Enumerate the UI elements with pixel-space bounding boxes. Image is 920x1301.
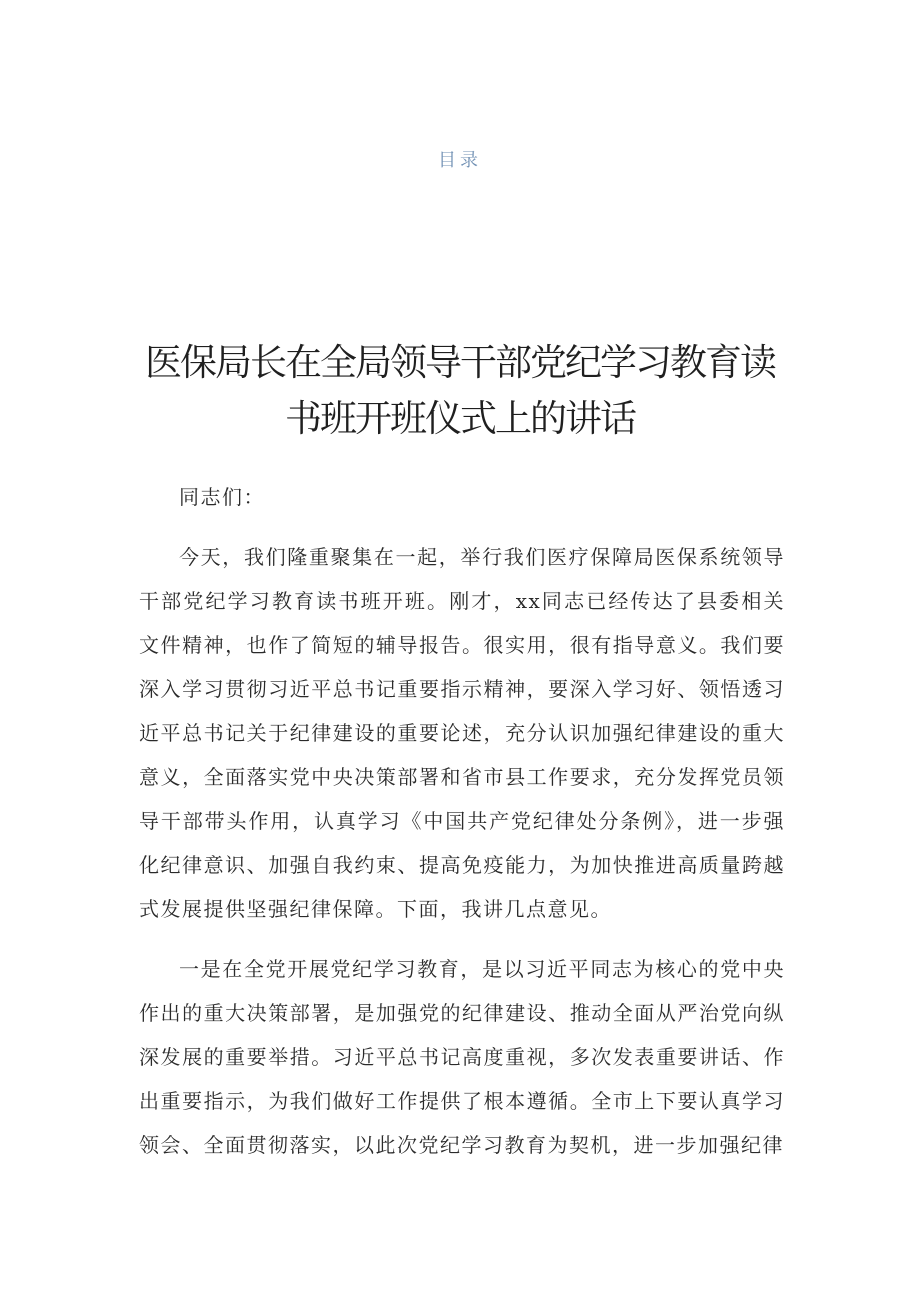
paragraph: 今天，我们隆重聚集在一起，举行我们医疗保障局医保系统领导干部党纪学习教育读书班开班。刚才，xx同志已经传达了县委相关文件精神，也作了简短的辅导报告。很实用，很有指导意义。我们要深入学习贯彻习近平总书记重要指示精神，要深入学习好、领悟透习近平总书记关于纪律建设的重要论述，充分认识加强纪律建设的重大意义，全面落实党中央决策部署和省市县工作要求，充分发挥党员领导干部带头作用，认真学习《中国共产党纪律处分条例》，进一步强化纪律意识、加强自我约束、提高免疫能力，为加快推进高质量跨越式发展提供坚强纪律保障。下面，我讲几点意见。: [139, 545, 785, 921]
greeting: 同志们：: [179, 485, 265, 509]
toc-label[interactable]: 目录: [438, 150, 482, 171]
document-body: [139, 475, 785, 1169]
document-title: 医保局长在全局领导干部党纪学习教育读书班开班仪式上的讲话: [145, 341, 775, 440]
paragraph: 一是在全党开展党纪学习教育，是以习近平同志为核心的党中央作出的重大决策部署，是加强党的纪律建设、推动全面从严治党向纵深发展的重要举措。习近平总书记高度重视，多次发表重要讲话、作出重要指示，为我们做好工作提供了根本遵循。全市上下要认真学习领会、全面贯彻落实，以此次党纪学习教育为契机，进一步加强纪律: [139, 957, 785, 1157]
